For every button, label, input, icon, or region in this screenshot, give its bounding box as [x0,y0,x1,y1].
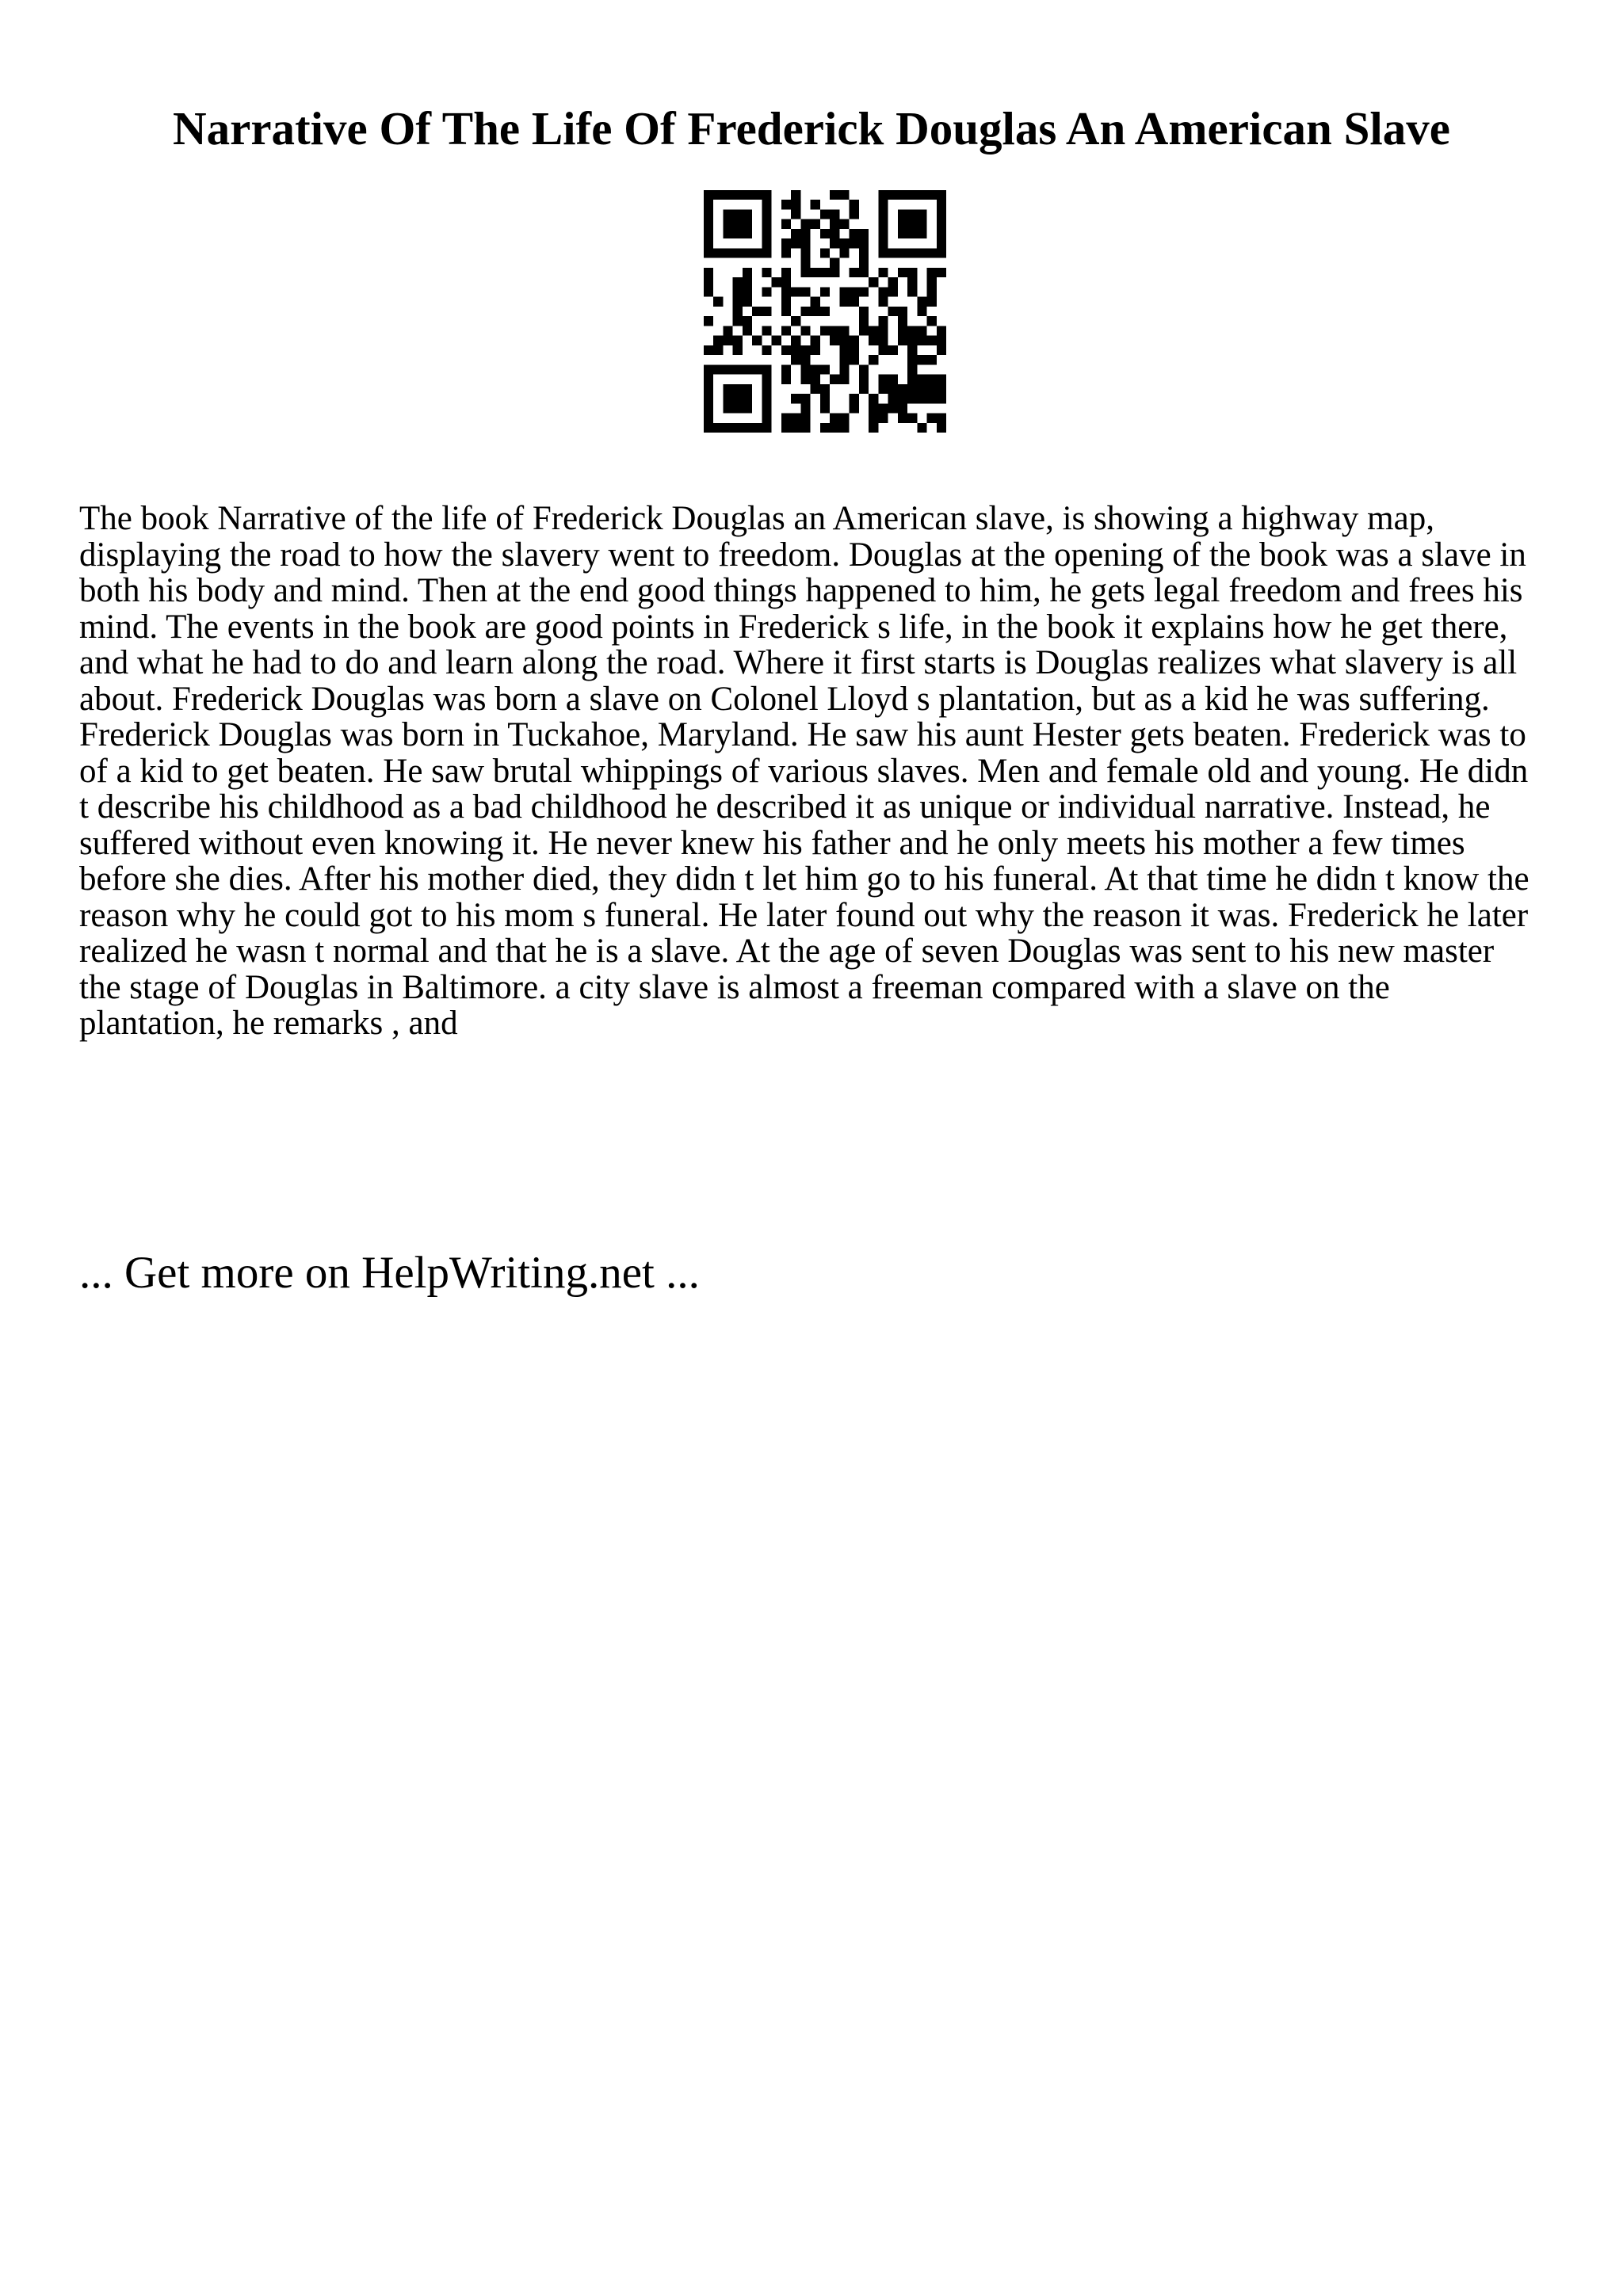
qr-code-icon [704,190,946,433]
body-paragraph: The book Narrative of the life of Frederick Douglas an American slave, is showing a highway map, displaying the road to how the slavery went to freedom. Douglas at the opening of the book was a slave in both his body and mind. Then at the end good things happened to him, he gets legal freedom and frees his mind. The events in the book are good points in Frederick s life, in the book it explains how he get there, and what he had to do and learn along the road. Where it first starts is Douglas realizes what slavery is all about. Frederick Douglas was born a slave on Colonel Lloyd s plantation, but as a kid he was suffering. Frederick Douglas was born in Tuckahoe, Maryland. He saw his aunt Hester gets beaten. Frederick was to of a kid to get beaten. He saw brutal whippings of various slaves. Men and female old and young. He didn t describe his childhood as a bad childhood he described it as unique or individual narrative. Instead, he suffered without even knowing it. He never knew his father and he only meets his mother a few times before she dies. After his mother died, they didn t let him go to his funeral. At that time he didn t know the reason why he could got to his mom s funeral. He later found out why the reason it was. Frederick he later realized he wasn t normal and that he is a slave. At the age of seven Douglas was sent to his new master the stage of Douglas in Baltimore. a city slave is almost a freeman compared with a slave on the plantation, he remarks , and [79,500,1529,1042]
page-title: Narrative Of The Life Of Frederick Douglas An American Slave [173,102,1450,154]
more-link[interactable]: ... Get more on HelpWriting.net ... [79,1248,700,1298]
